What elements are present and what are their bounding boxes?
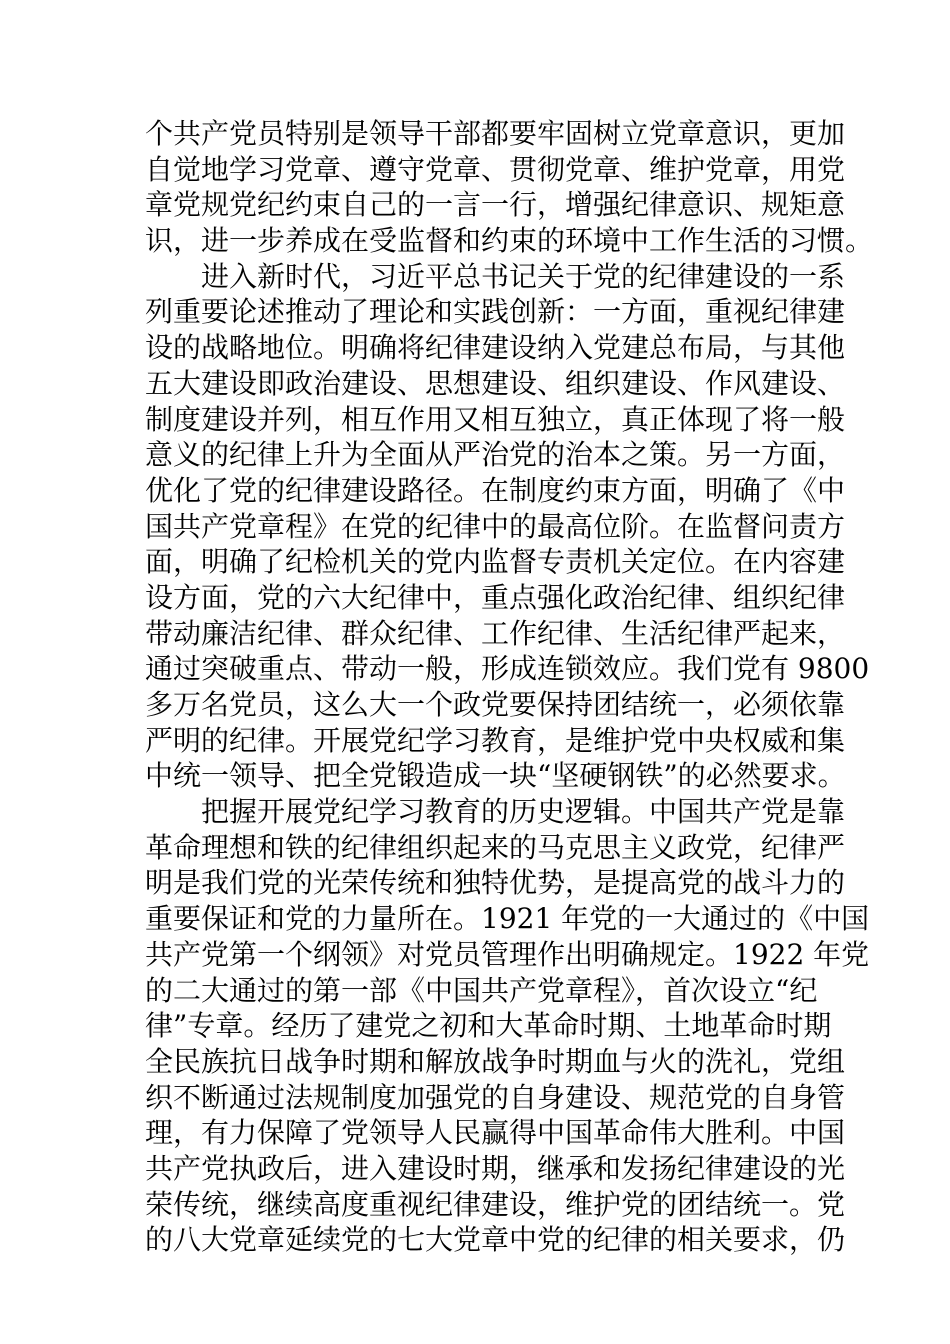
text-line: 章党规党纪约束自己的一言一行，增强纪律意识、规矩意 bbox=[145, 188, 846, 222]
text-line: 进入新时代，习近平总书记关于党的纪律建设的一系 bbox=[145, 259, 846, 293]
text-line: 通过突破重点、带动一般，形成连锁效应。我们党有 9800 bbox=[145, 652, 870, 686]
text-line: 面，明确了纪检机关的党内监督专责机关定位。在内容建 bbox=[145, 545, 846, 579]
text-line: 重要保证和党的力量所在。1921 年党的一大通过的《中国 bbox=[145, 902, 870, 936]
text-line: 国共产党章程》在党的纪律中的最高位阶。在监督问责方 bbox=[145, 509, 846, 543]
text-line: 意义的纪律上升为全面从严治党的治本之策。另一方面， bbox=[145, 438, 846, 472]
text-line: 全民族抗日战争时期和解放战争时期血与火的洗礼，党组 bbox=[145, 1044, 846, 1078]
text-line: 共产党第一个纲领》对党员管理作出明确规定。1922 年党 bbox=[145, 937, 870, 971]
text-line: 设的战略地位。明确将纪律建设纳入党建总布局，与其他 bbox=[145, 331, 846, 365]
text-line: 律”专章。经历了建党之初和大革命时期、土地革命时期 bbox=[145, 1009, 832, 1043]
text-line: 中统一领导、把全党锻造成一块“坚硬钢铁”的必然要求。 bbox=[145, 759, 846, 793]
text-line: 多万名党员，这么大一个政党要保持团结统一，必须依靠 bbox=[145, 688, 846, 721]
text-line: 优化了党的纪律建设路径。在制度约束方面，明确了《中 bbox=[145, 473, 846, 507]
text-line: 共产党执政后，进入建设时期，继承和发扬纪律建设的光 bbox=[145, 1151, 846, 1185]
text-line: 设方面，党的六大纪律中，重点强化政治纪律、组织纪律 bbox=[145, 580, 846, 614]
text-line: 荣传统，继续高度重视纪律建设，维护党的团结统一。党 bbox=[145, 1187, 846, 1221]
text-line: 列重要论述推动了理论和实践创新：一方面，重视纪律建 bbox=[145, 295, 846, 329]
text-line: 五大建设即政治建设、思想建设、组织建设、作风建设、 bbox=[145, 366, 846, 400]
text-line: 带动廉洁纪律、群众纪律、工作纪律、生活纪律严起来， bbox=[145, 616, 846, 650]
text-line: 把握开展党纪学习教育的历史逻辑。中国共产党是靠 bbox=[145, 795, 846, 829]
text-line: 织不断通过法规制度加强党的自身建设、规范党的自身管 bbox=[145, 1080, 846, 1114]
text-line: 严明的纪律。开展党纪学习教育，是维护党中央权威和集 bbox=[145, 723, 846, 757]
text-line: 的二大通过的第一部《中国共产党章程》，首次设立“纪 bbox=[145, 973, 818, 1007]
text-line: 明是我们党的光荣传统和独特优势，是提高党的战斗力的 bbox=[145, 866, 846, 900]
text-line: 制度建设并列，相互作用又相互独立，真正体现了将一般 bbox=[145, 402, 846, 436]
text-line: 的八大党章延续党的七大党章中党的纪律的相关要求，仍 bbox=[145, 1223, 846, 1257]
text-line: 个共产党员特别是领导干部都要牢固树立党章意识，更加 bbox=[145, 117, 846, 150]
document-body bbox=[145, 116, 874, 1258]
text-line: 识，进一步养成在受监督和约束的环境中工作生活的习惯。 bbox=[145, 224, 874, 258]
text-line: 革命理想和铁的纪律组织起来的马克思主义政党，纪律严 bbox=[145, 830, 846, 864]
text-line: 理，有力保障了党领导人民赢得中国革命伟大胜利。中国 bbox=[145, 1116, 846, 1150]
text-line: 自觉地学习党章、遵守党章、贯彻党章、维护党章，用党 bbox=[145, 152, 846, 186]
